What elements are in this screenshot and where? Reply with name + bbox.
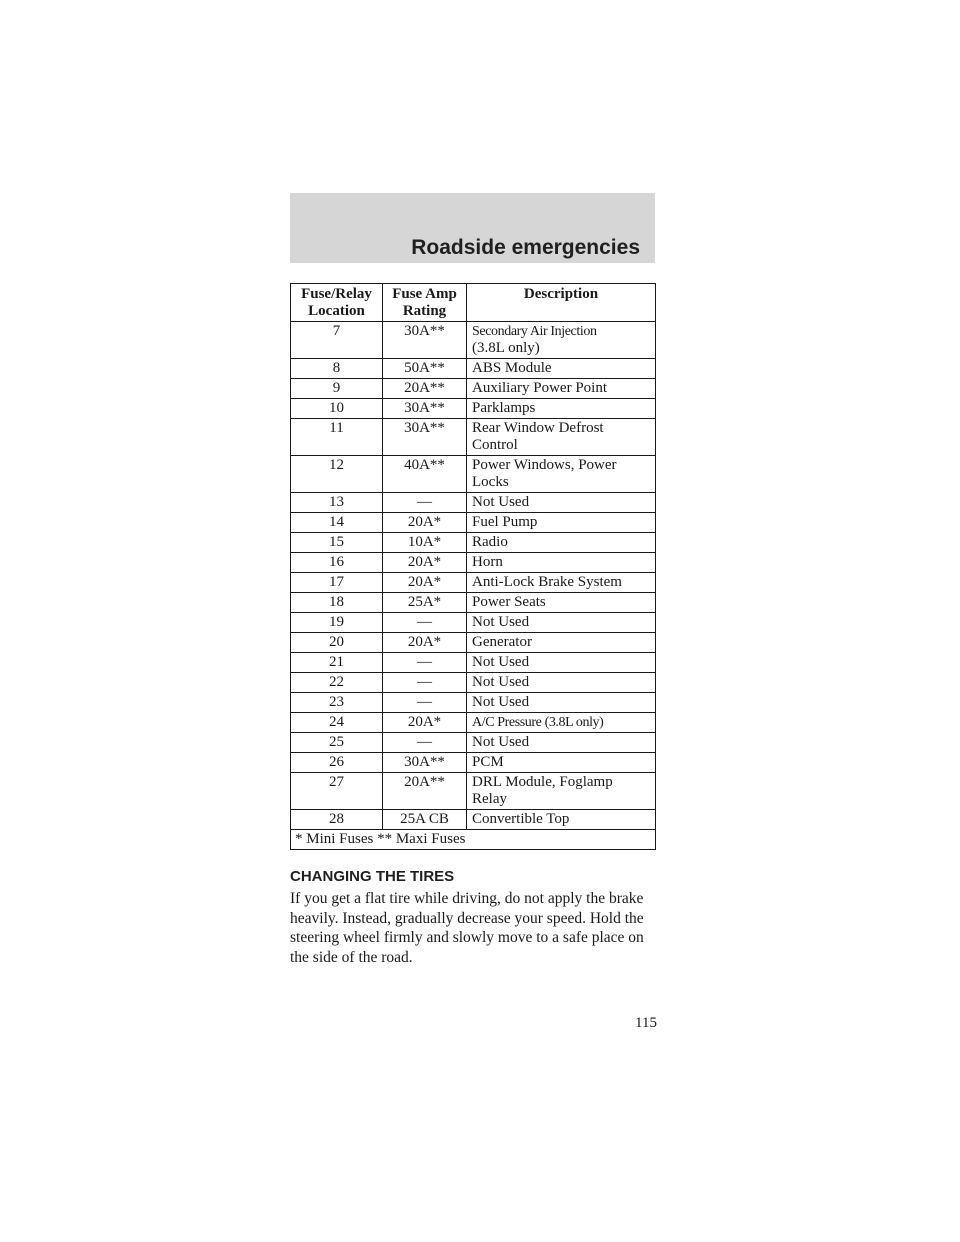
column-header-rating — [383, 284, 467, 322]
fuse-location-cell: 21 — [291, 653, 383, 673]
fuse-location-cell: 17 — [291, 573, 383, 593]
fuse-description-line: A/C Pressure (3.8L only) — [472, 715, 604, 730]
fuse-location-cell: 22 — [291, 673, 383, 693]
table-row — [291, 613, 656, 633]
fuse-description-line: Convertible Top — [472, 811, 570, 827]
fuse-description-line: ABS Module — [472, 360, 552, 376]
fuse-location-cell: 26 — [291, 753, 383, 773]
fuse-table — [290, 283, 656, 850]
fuse-description-cell — [467, 810, 656, 830]
fuse-description-cell — [467, 653, 656, 673]
fuse-description-line: PCM — [472, 754, 504, 770]
fuse-location-cell: 15 — [291, 533, 383, 553]
column-header-location-line-2: Location — [308, 303, 365, 319]
fuse-description-cell — [467, 733, 656, 753]
fuse-description-line: Not Used — [472, 694, 530, 710]
fuse-description-cell — [467, 493, 656, 513]
table-row — [291, 773, 656, 810]
fuse-description-line: Locks — [472, 474, 509, 490]
fuse-description-line: Secondary Air Injection — [472, 324, 597, 339]
fuse-rating-cell: 20A* — [383, 553, 467, 573]
table-row — [291, 359, 656, 379]
fuse-table-header-row — [291, 284, 656, 322]
table-row — [291, 573, 656, 593]
fuse-location-cell: 14 — [291, 513, 383, 533]
fuse-description-cell — [467, 322, 656, 359]
fuse-description-cell — [467, 533, 656, 553]
column-header-location-line-1: Fuse/Relay — [301, 286, 372, 302]
fuse-description-line: Power Seats — [472, 594, 546, 610]
fuse-description-cell — [467, 419, 656, 456]
fuse-location-cell: 23 — [291, 693, 383, 713]
fuse-location-cell: 13 — [291, 493, 383, 513]
fuse-description-line: Parklamps — [472, 400, 536, 416]
fuse-rating-cell: 20A* — [383, 513, 467, 533]
fuse-location-cell: 18 — [291, 593, 383, 613]
table-row — [291, 533, 656, 553]
fuse-description-cell — [467, 613, 656, 633]
table-row — [291, 810, 656, 830]
section-header-band — [290, 193, 655, 263]
table-row — [291, 673, 656, 693]
fuse-description-line: DRL Module, Foglamp — [472, 774, 613, 790]
fuse-rating-cell: 30A** — [383, 322, 467, 359]
fuse-location-cell: 8 — [291, 359, 383, 379]
fuse-description-cell — [467, 379, 656, 399]
fuse-description-line: Power Windows, Power — [472, 457, 617, 473]
fuse-rating-cell: — — [383, 733, 467, 753]
fuse-location-cell: 24 — [291, 713, 383, 733]
fuse-description-line: Fuel Pump — [472, 514, 538, 530]
fuse-rating-cell: 20A** — [383, 773, 467, 810]
fuse-description-cell — [467, 753, 656, 773]
fuse-description-line: Control — [472, 437, 518, 453]
fuse-description-cell — [467, 633, 656, 653]
fuse-description-cell — [467, 673, 656, 693]
column-header-description-line-1: Description — [523, 286, 599, 302]
table-row — [291, 513, 656, 533]
table-row — [291, 419, 656, 456]
fuse-location-cell: 27 — [291, 773, 383, 810]
fuse-table-footnote-row — [291, 830, 656, 850]
fuse-location-cell: 20 — [291, 633, 383, 653]
fuse-location-cell: 7 — [291, 322, 383, 359]
fuse-description-line: Relay — [472, 791, 507, 807]
fuse-table-footnote: * Mini Fuses ** Maxi Fuses — [291, 830, 656, 850]
body-paragraph: If you get a flat tire while driving, do not apply the brake heavily. Instead, gradually decrease your speed. Hold the steering wheel firmly and slowly move to a safe place on the side of the road. — [290, 890, 644, 966]
fuse-description-cell — [467, 553, 656, 573]
table-row — [291, 653, 656, 673]
table-row — [291, 322, 656, 359]
fuse-description-cell — [467, 359, 656, 379]
fuse-description-line: Rear Window Defrost — [472, 420, 604, 436]
fuse-description-line: Not Used — [472, 654, 530, 670]
fuse-rating-cell: 20A** — [383, 379, 467, 399]
fuse-location-cell: 28 — [291, 810, 383, 830]
fuse-description-line: Not Used — [472, 494, 530, 510]
fuse-description-line: Anti-Lock Brake System — [472, 574, 622, 590]
fuse-location-cell: 19 — [291, 613, 383, 633]
fuse-description-cell — [467, 593, 656, 613]
fuse-description-cell — [467, 456, 656, 493]
fuse-description-cell — [467, 713, 656, 733]
table-row — [291, 553, 656, 573]
fuse-location-cell: 9 — [291, 379, 383, 399]
fuse-rating-cell: — — [383, 653, 467, 673]
fuse-rating-cell: — — [383, 613, 467, 633]
fuse-rating-cell: 25A CB — [383, 810, 467, 830]
table-row — [291, 753, 656, 773]
table-row — [291, 399, 656, 419]
fuse-table-body — [291, 322, 656, 830]
section-heading: CHANGING THE TIRES — [290, 868, 455, 885]
fuse-rating-cell: 50A** — [383, 359, 467, 379]
fuse-rating-cell: 40A** — [383, 456, 467, 493]
fuse-rating-cell: 10A* — [383, 533, 467, 553]
fuse-description-cell — [467, 773, 656, 810]
fuse-rating-cell: 25A* — [383, 593, 467, 613]
table-row — [291, 456, 656, 493]
fuse-description-line: Not Used — [472, 614, 530, 630]
fuse-description-line: Not Used — [472, 734, 530, 750]
table-row — [291, 693, 656, 713]
fuse-location-cell: 12 — [291, 456, 383, 493]
fuse-rating-cell: — — [383, 673, 467, 693]
fuse-description-line: Generator — [472, 634, 532, 650]
fuse-description-cell — [467, 693, 656, 713]
fuse-location-cell: 16 — [291, 553, 383, 573]
fuse-description-line: Horn — [472, 554, 503, 570]
fuse-rating-cell: 20A* — [383, 573, 467, 593]
fuse-description-line: Radio — [472, 534, 508, 550]
fuse-description-cell — [467, 399, 656, 419]
table-row — [291, 633, 656, 653]
table-row — [291, 379, 656, 399]
fuse-location-cell: 10 — [291, 399, 383, 419]
column-header-description — [467, 284, 656, 322]
fuse-location-cell: 25 — [291, 733, 383, 753]
table-row — [291, 733, 656, 753]
fuse-description-line: Not Used — [472, 674, 530, 690]
fuse-rating-cell: 30A** — [383, 399, 467, 419]
table-row — [291, 713, 656, 733]
page-number: 115 — [635, 1015, 657, 1031]
fuse-description-line: (3.8L only) — [472, 340, 540, 356]
column-header-rating-line-1: Fuse Amp — [392, 286, 457, 302]
fuse-description-cell — [467, 513, 656, 533]
fuse-rating-cell: — — [383, 493, 467, 513]
column-header-rating-line-2: Rating — [402, 303, 447, 319]
fuse-location-cell: 11 — [291, 419, 383, 456]
column-header-location — [291, 284, 383, 322]
section-header-title: Roadside emergencies — [411, 236, 640, 259]
fuse-rating-cell: 30A** — [383, 419, 467, 456]
fuse-description-cell — [467, 573, 656, 593]
fuse-rating-cell: 30A** — [383, 753, 467, 773]
fuse-rating-cell: 20A* — [383, 633, 467, 653]
table-row — [291, 593, 656, 613]
fuse-rating-cell: 20A* — [383, 713, 467, 733]
fuse-description-line: Auxiliary Power Point — [472, 380, 607, 396]
fuse-rating-cell: — — [383, 693, 467, 713]
table-row — [291, 493, 656, 513]
